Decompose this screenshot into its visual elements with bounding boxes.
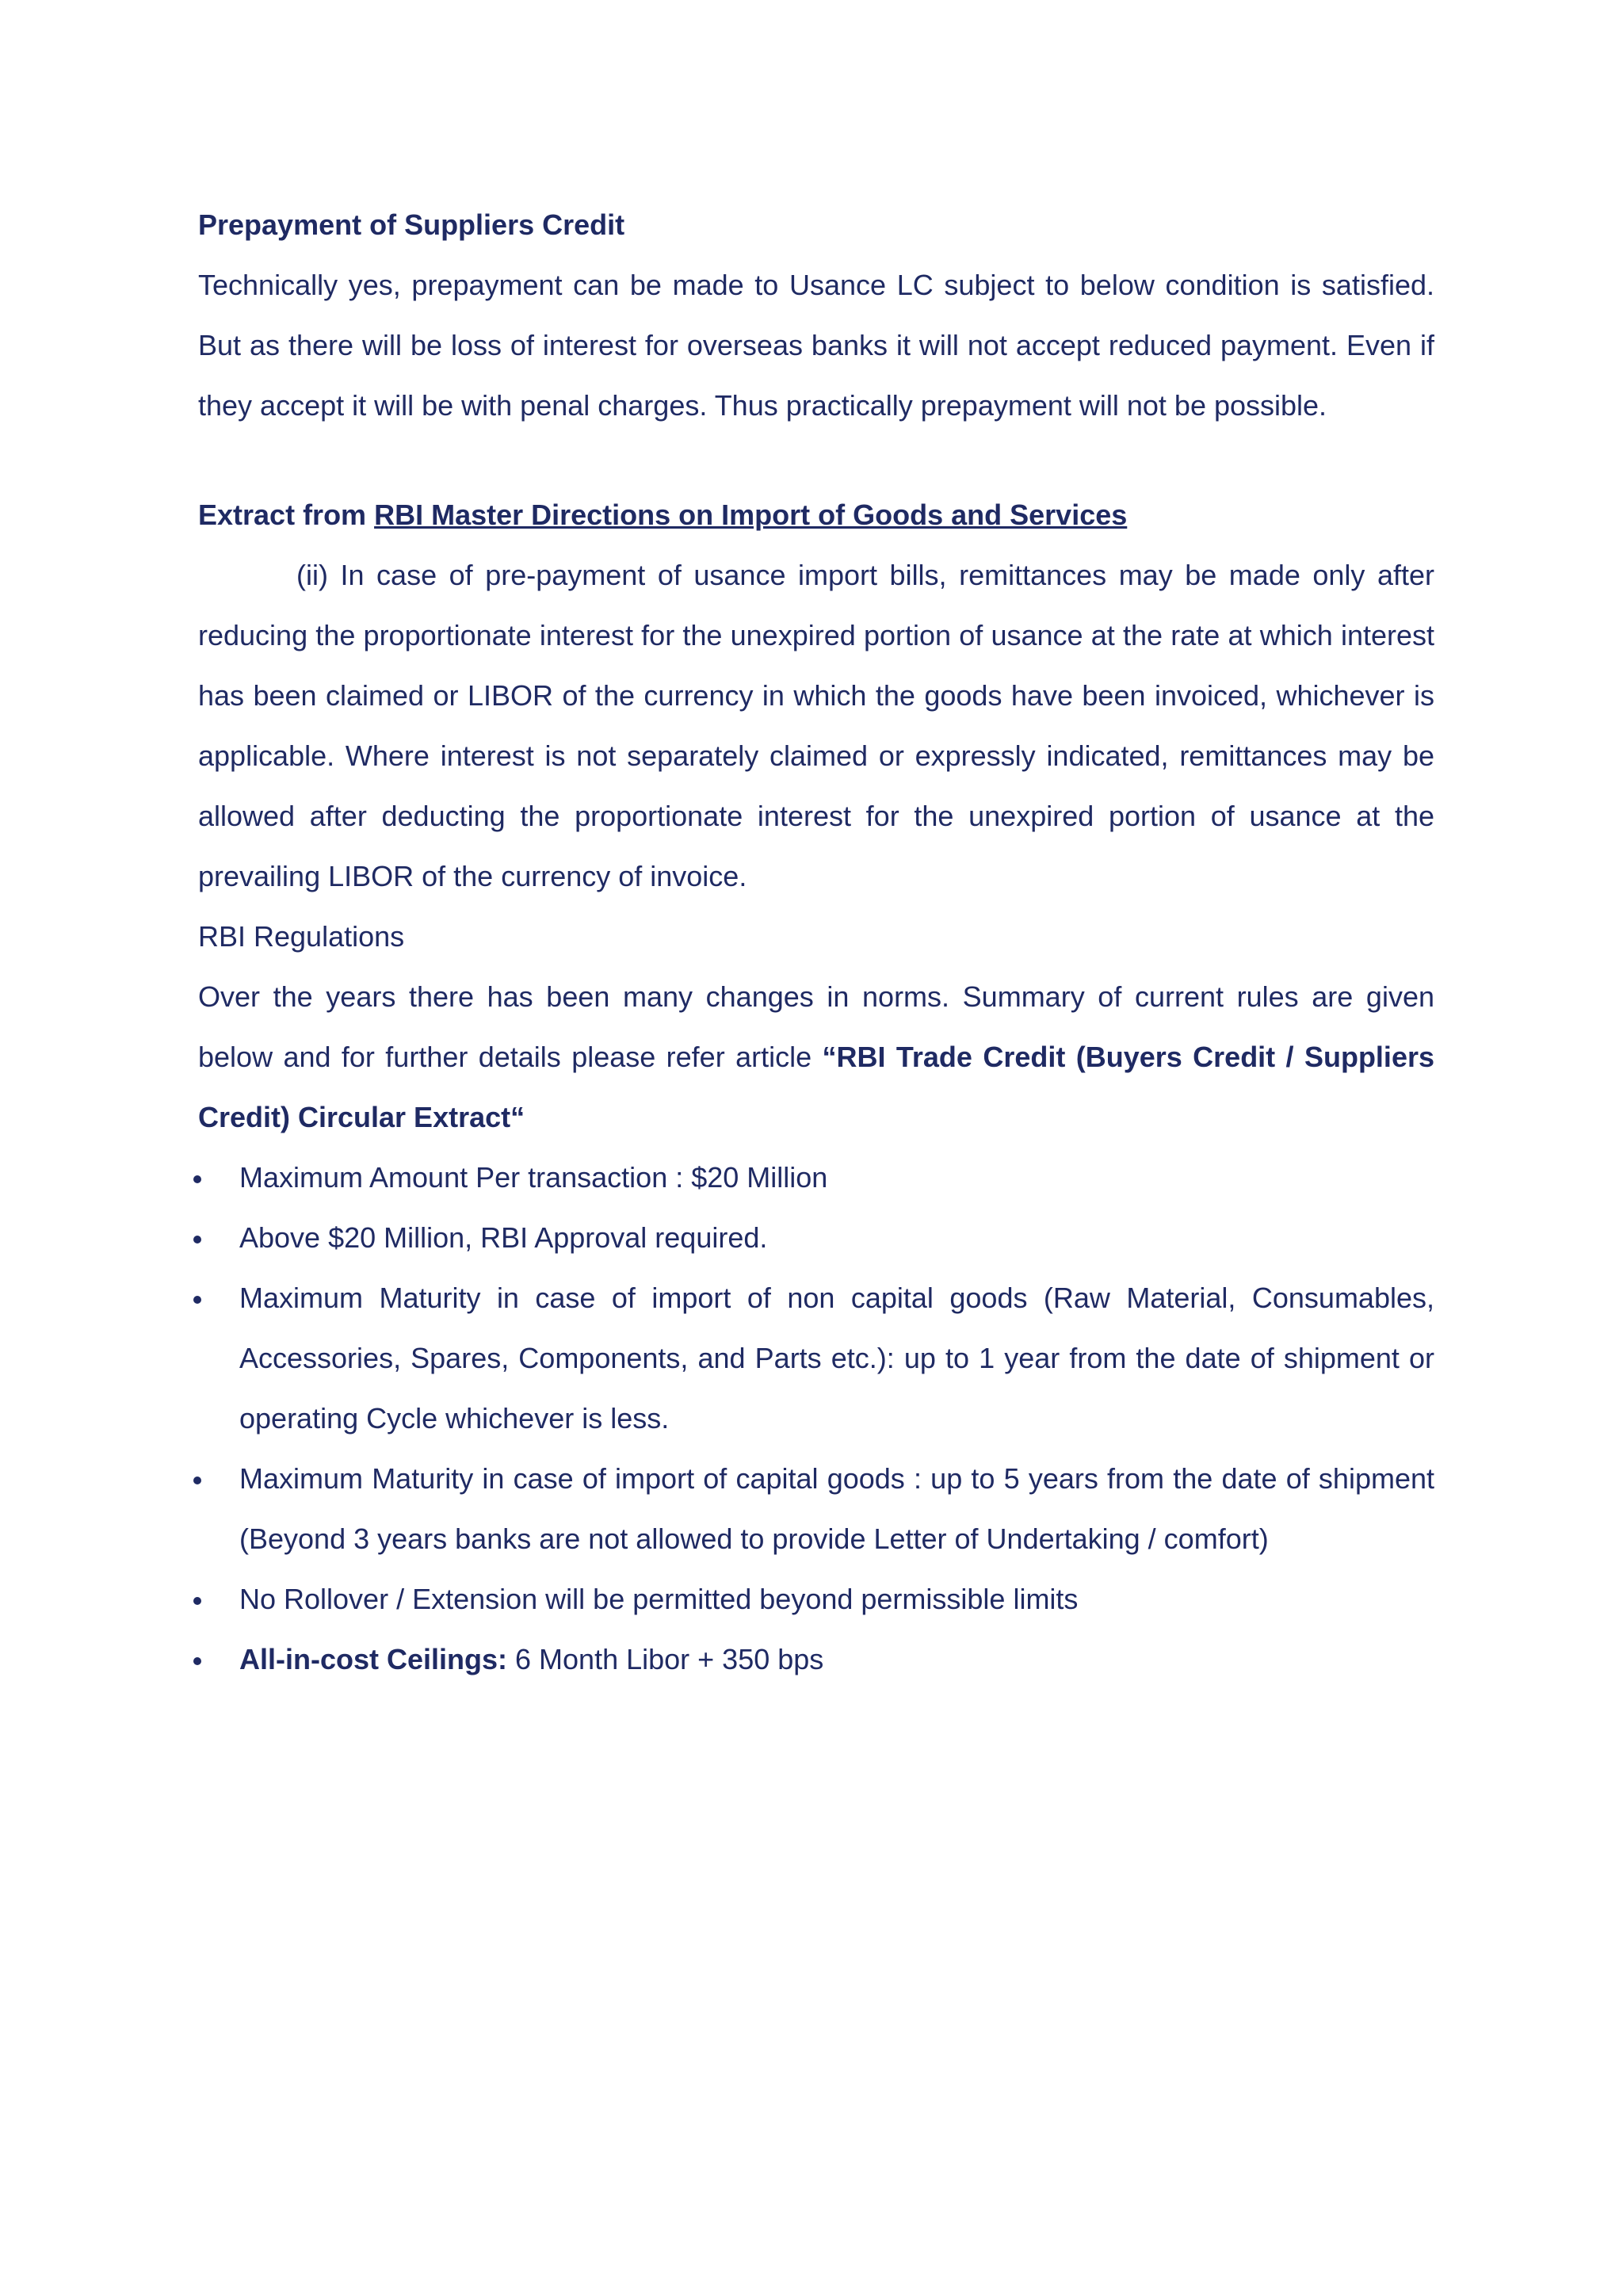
section-spacer — [198, 436, 1434, 485]
list-item-text: Above $20 Million, RBI Approval required. — [239, 1221, 768, 1254]
list-item-text: Maximum Amount Per transaction : $20 Million — [239, 1161, 828, 1194]
list-item-text: Maximum Maturity in case of import of non capital goods (Raw Material, Consumables, Accessories, Spares, Components, and Parts etc.): up to 1 year from the date of shipment or operating Cycle whichever is less. — [239, 1282, 1434, 1435]
extract-heading-prefix: Extract from — [198, 499, 375, 531]
list-item — [198, 1569, 1434, 1629]
rbi-regulations-heading: RBI Regulations — [198, 920, 405, 953]
rbi-regulations-paragraph — [198, 967, 1434, 1148]
extract-heading — [198, 485, 1434, 545]
list-item-text: 6 Month Libor + 350 bps — [507, 1643, 824, 1675]
list-item — [198, 1268, 1434, 1449]
prepayment-heading: Prepayment of Suppliers Credit — [198, 208, 625, 241]
rbi-regulations-intro: Over the years there has been many changes in norms. Summary of current rules are given below and for further details please refer article — [198, 980, 1434, 1073]
document-page — [198, 195, 1434, 1690]
list-item — [198, 1449, 1434, 1569]
regulations-list — [198, 1148, 1434, 1690]
list-item-text: Maximum Maturity in case of import of capital goods : up to 5 years from the date of shipment (Beyond 3 years banks are not allowed to provide Letter of Undertaking / comfort) — [239, 1462, 1434, 1555]
list-item — [198, 1629, 1434, 1690]
prepayment-paragraph: Technically yes, prepayment can be made to Usance LC subject to below condition is satisfied. But as there will be loss of interest for overseas banks it will not accept reduced payment. Even if they accept it will be with penal charges. Thus practically prepayment will not be possible. — [198, 269, 1434, 422]
rbi-master-directions-link[interactable]: RBI Master Directions on Import of Goods and Services — [374, 499, 1128, 531]
extract-paragraph: (ii) In case of pre-payment of usance import bills, remittances may be made only after reducing the proportionate interest for the unexpired portion of usance at the rate at which interest has been claimed or LIBOR of the currency in which the goods have been invoiced, whichever is applicable. Where interest is not separately claimed or expressly indicated, remittances may be allowed after deducting the proportionate interest for the unexpired portion of usance at the prevailing LIBOR of the currency of invoice. — [198, 559, 1434, 892]
list-item — [198, 1208, 1434, 1268]
list-item-text: No Rollover / Extension will be permitted beyond permissible limits — [239, 1583, 1079, 1615]
list-item — [198, 1148, 1434, 1208]
article-reference: “RBI Trade Credit (Buyers Credit / Suppliers Credit) Circular Extract“ — [198, 1041, 1434, 1133]
list-item-label: All-in-cost Ceilings: — [239, 1643, 508, 1675]
